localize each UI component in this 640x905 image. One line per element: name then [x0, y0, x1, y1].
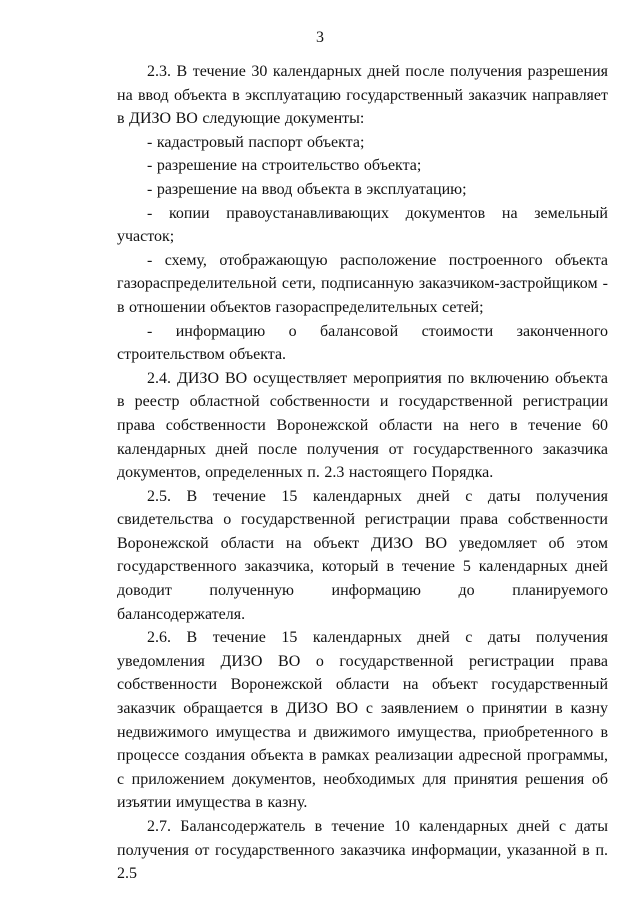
paragraph-2-6: 2.6. В течение 15 календарных дней с даты получения уведомления ДИЗО ВО о государственной регистрации права собственности Воронежской области на объект государственный заказчик обращается в ДИЗО ВО с заявлением о принятии в казну недвижимого имущества и движимого имущества, приобретенного в процессе создания объекта в рамках реализации адресной программы, с приложением документов, необходимых для принятия решения об изъятии имущества в казну.: [117, 629, 608, 812]
list-item-cadastral-passport: - кадастровый паспорт объекта;: [147, 133, 365, 151]
paragraph-2-4: 2.4. ДИЗО ВО осуществляет мероприятия по включению объекта в реестр областной собственности и государственной регистрации права собственности Воронежской области на него в течение 60 календарных дней после получения от государственного заказчика документов, определенных п. 2.3 настоящего Порядка.: [117, 369, 608, 482]
list-item-title-documents: - копии правоустанавливающих документов на земельный участок;: [117, 204, 608, 246]
paragraph-2-7: 2.7. Балансодержатель в течение 10 календарных дней с даты получения от государственного заказчика информации, указанной в п. 2.5: [117, 818, 608, 883]
list-item-construction-permit: - разрешение на строительство объекта;: [147, 157, 422, 175]
list-item-gas-network-scheme: - схему, отображающую расположение построенного объекта газораспределительной сети, подписанную заказчиком-застройщиком - в отношении объектов газораспределительных сетей;: [117, 251, 608, 316]
list-item-commissioning-permit: - разрешение на ввод объекта в эксплуатацию;: [147, 180, 467, 198]
paragraph-2-5: 2.5. В течение 15 календарных дней с даты получения свидетельства о государственной регистрации права собственности Воронежской области на объект ДИЗО ВО уведомляет об этом государственного заказчика, который в течение 5 календарных дней доводит полученную информацию до планируемого балансодержателя.: [117, 487, 608, 623]
paragraph-2-3: 2.3. В течение 30 календарных дней после получения разрешения на ввод объекта в эксплуатацию государственный заказчик направляет в ДИЗО ВО следующие документы:: [117, 63, 608, 128]
list-item-book-value-info: - информацию о балансовой стоимости законченного строительством объекта.: [117, 322, 608, 364]
page-number: 3: [316, 29, 324, 46]
document-body: [117, 60, 608, 886]
